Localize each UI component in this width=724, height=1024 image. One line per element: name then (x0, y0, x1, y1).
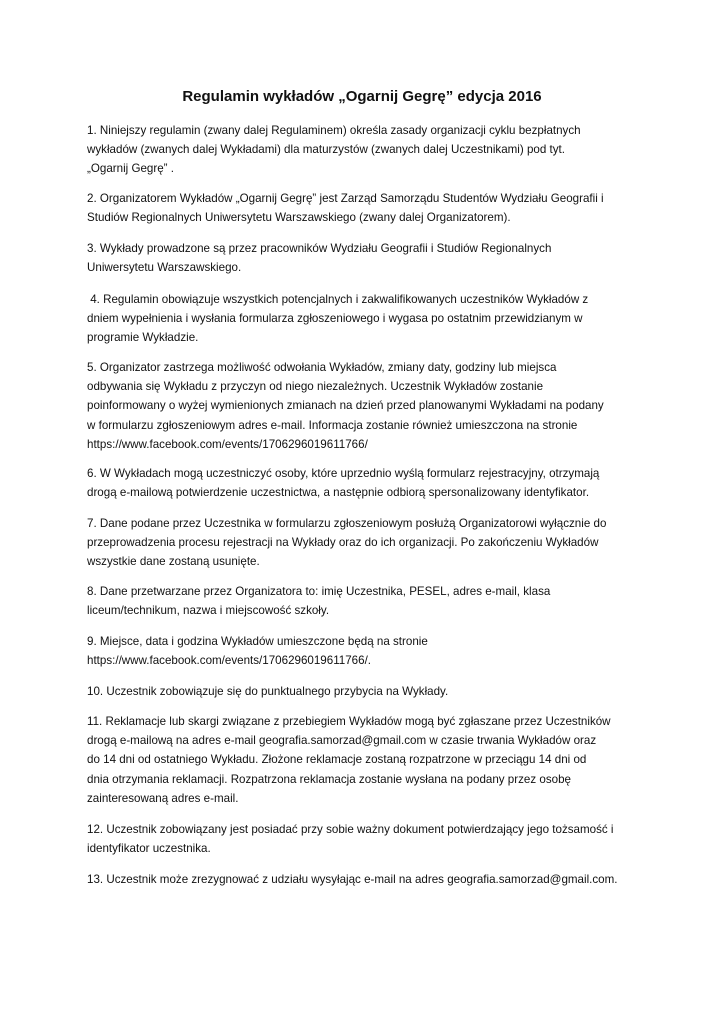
document-title: Regulamin wykładów „Ogarnij Gegrę” edycja 2016 (182, 88, 542, 105)
paragraph-line: dnia otrzymania reklamacji. Rozpatrzona reklamacja zostanie wysłana na podany przez osobę (87, 772, 571, 786)
facebook-event-link[interactable]: https://www.facebook.com/events/1706296019611766/ (87, 437, 368, 451)
paragraph-4 (87, 290, 647, 348)
paragraph-line: 1. Niniejszy regulamin (zwany dalej Regulaminem) określa zasady organizacji cyklu bezpłatnych (87, 124, 581, 137)
paragraph-line: drogą e-mailową potwierdzenie uczestnictwa, a następnie odbiorą spersonalizowany identyfikator. (87, 486, 590, 500)
paragraph-line: 13. Uczestnik może zrezygnować z udziału wysyłając e-mail na adres geografia.samorzad@gmail.com. (87, 873, 618, 886)
paragraph-line: drogą e-mailową na adres e-mail geografia.samorzad@gmail.com w czasie trwania Wykładów oraz (87, 734, 597, 748)
paragraph-line: przeprowadzenia procesu rejestracji na Wykłady oraz do ich organizacji. Po zakończeniu Wykładów (87, 536, 599, 550)
paragraph-line: 8. Dane przetwarzane przez Organizatora to: imię Uczestnika, PESEL, adres e-mail, klasa (87, 585, 551, 598)
paragraph-line: 5. Organizator zastrzega możliwość odwołania Wykładów, zmiany daty, godziny lub miejsca (87, 361, 557, 374)
paragraph-9 (87, 632, 647, 670)
paragraph-line: 4. Regulamin obowiązuje wszystkich potencjalnych i zakwalifikowanych uczestników Wykładów z (87, 293, 589, 306)
facebook-event-link[interactable]: https://www.facebook.com/events/1706296019611766/. (87, 654, 372, 668)
paragraph-line: liceum/technikum, nazwa i miejscowość szkoły. (87, 604, 330, 618)
paragraph-line: poinformowany o wyżej wymienionych zmianach na dzień przed planowanymi Wykładami na podany (87, 399, 604, 413)
paragraph-7 (87, 514, 647, 572)
paragraph-line: dniem wypełnienia i wysłania formularza zgłoszeniowego i wygasa po ostatnim przewidzianym w (87, 312, 583, 326)
paragraph-line: 11. Reklamacje lub skargi związane z przebiegiem Wykładów mogą być zgłaszane przez Uczestników (87, 715, 611, 728)
paragraph-2 (87, 189, 647, 227)
paragraph-line: identyfikator uczestnika. (87, 842, 211, 856)
paragraph-line: 2. Organizatorem Wykładów „Ogarnij Gegrę” jest Zarząd Samorządu Studentów Wydziału Geografii i (87, 192, 604, 205)
paragraph-line: odbywania się Wykładu z przyczyn od niego niezależnych. Uczestnik Wykładów zostanie (87, 380, 544, 394)
paragraph-line: zainteresowaną adres e-mail. (87, 791, 239, 805)
paragraph-1 (87, 121, 647, 179)
paragraph-line: 10. Uczestnik zobowiązuje się do punktualnego przybycia na Wykłady. (87, 685, 449, 698)
paragraph-11 (87, 712, 647, 808)
paragraph-line: programie Wykładzie. (87, 331, 199, 345)
paragraph-line: Uniwersytetu Warszawskiego. (87, 261, 242, 275)
paragraph-6 (87, 464, 647, 502)
paragraph-line: 9. Miejsce, data i godzina Wykładów umieszczone będą na stronie (87, 635, 428, 648)
paragraph-5 (87, 358, 647, 454)
paragraph-line: wszystkie dane zostaną usunięte. (87, 555, 260, 569)
paragraph-line: 7. Dane podane przez Uczestnika w formularzu zgłoszeniowym posłużą Organizatorowi wyłącznie do (87, 517, 607, 530)
paragraph-line: w formularzu zgłoszeniowym adres e-mail. Informacja zostanie również umieszczona na stronie (87, 418, 578, 432)
paragraph-line: do 14 dni od ostatniego Wykładu. Złożone reklamacje zostaną rozpatrzone w przeciągu 14 dni od (87, 753, 587, 767)
paragraph-line: „Ogarnij Gegrę” . (87, 162, 174, 176)
paragraph-13 (87, 870, 647, 889)
paragraph-line: 6. W Wykładach mogą uczestniczyć osoby, które uprzednio wyślą formularz rejestracyjny, otrzymają (87, 467, 600, 480)
paragraph-8 (87, 582, 647, 620)
paragraph-12 (87, 820, 647, 858)
paragraph-line: wykładów (zwanych dalej Wykładami) dla maturzystów (zwanych dalej Uczestnikami) pod tyt. (87, 143, 565, 157)
paragraph-line: 3. Wykłady prowadzone są przez pracowników Wydziału Geografii i Studiów Regionalnych (87, 242, 552, 255)
paragraph-line: 12. Uczestnik zobowiązany jest posiadać przy sobie ważny dokument potwierdzający jego tożsamość i (87, 823, 614, 836)
paragraph-line: Studiów Regionalnych Uniwersytetu Warszawskiego (zwany dalej Organizatorem). (87, 211, 511, 225)
paragraph-10 (87, 682, 647, 701)
paragraph-3 (87, 239, 647, 277)
